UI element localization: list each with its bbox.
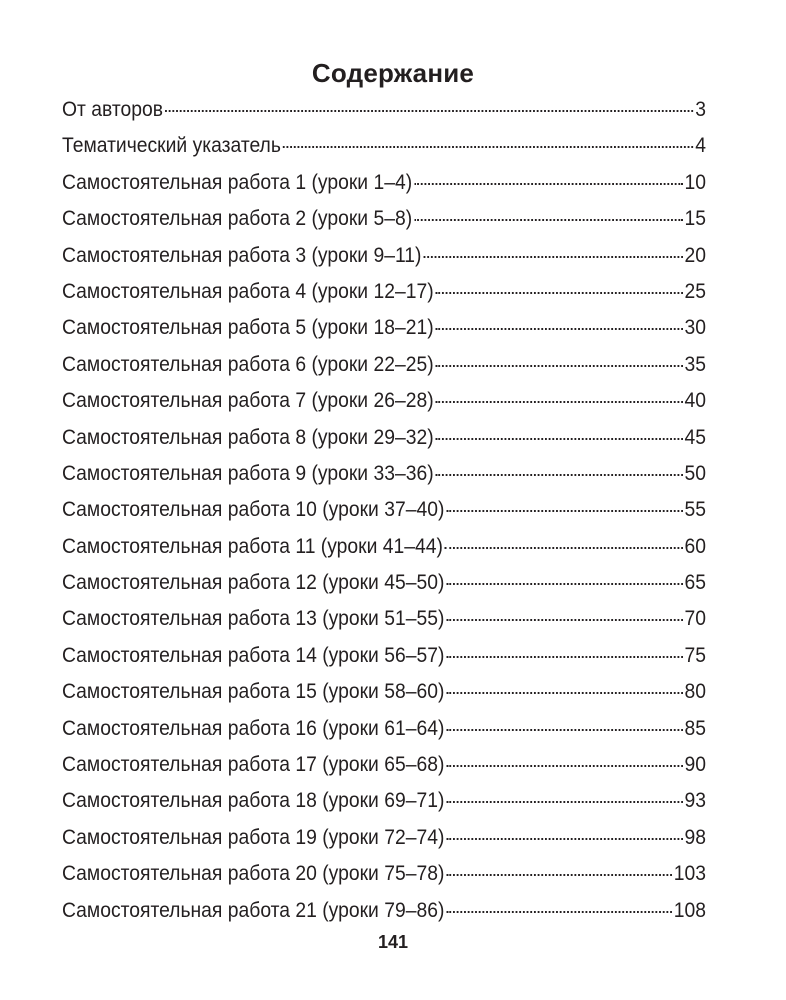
toc-entry-label: Самостоятельная работа 9 (уроки 33–36) [62,461,434,485]
dot-leader [435,401,682,403]
toc-entry-label: Самостоятельная работа 21 (уроки 79–86) [62,898,445,922]
toc-entry [62,565,706,601]
toc-entry [62,492,706,528]
toc-entry-page: 98 [684,825,706,849]
toc-entry-page: 50 [684,461,706,485]
toc-entry-label: Самостоятельная работа 3 (уроки 9–11) [62,243,422,267]
dot-leader [446,583,682,585]
dot-leader [446,692,682,694]
toc-entry-page: 60 [684,534,706,558]
dot-leader [446,838,682,840]
dot-leader [435,292,682,294]
toc-entry [62,529,706,565]
toc-entry-page: 4 [695,134,706,158]
dot-leader [283,146,694,148]
toc-entry-label: Самостоятельная работа 10 (уроки 37–40) [62,498,445,522]
toc-entry [62,347,706,383]
toc-entry-label: Самостоятельная работа 5 (уроки 18–21) [62,316,434,340]
dot-leader [435,328,682,330]
dot-leader [446,801,682,803]
toc-entry-label: От авторов [62,98,163,121]
toc-entry [62,856,706,892]
toc-entry-page: 103 [673,862,706,886]
toc-entry [62,128,706,164]
toc-entry-label: Самостоятельная работа 11 (уроки 41–44) [62,534,443,558]
toc-entry [62,893,706,929]
dot-leader [423,256,682,258]
dot-leader [435,474,682,476]
toc-entry-page: 40 [684,389,706,413]
toc-entry-label: Самостоятельная работа 1 (уроки 1–4) [62,170,413,194]
toc-entry [62,674,706,710]
toc-entry-label: Самостоятельная работа 4 (уроки 12–17) [62,279,434,303]
toc-entry-page: 25 [684,279,706,303]
dot-leader [414,219,683,221]
toc-entry [62,601,706,637]
toc-entry-page: 70 [684,607,706,631]
dot-leader [445,547,683,549]
dot-leader [414,183,683,185]
toc-entry-page: 85 [684,716,706,740]
toc-entry [62,420,706,456]
toc-entry [62,783,706,819]
toc-entry-page: 30 [684,316,706,340]
toc-entry-label: Самостоятельная работа 20 (уроки 75–78) [62,862,445,886]
toc-entry-page: 80 [684,680,706,704]
toc-entry [62,747,706,783]
toc-entry [62,92,706,128]
toc-entry-label: Самостоятельная работа 18 (уроки 69–71) [62,789,445,813]
toc-entry-label: Самостоятельная работа 2 (уроки 5–8) [62,207,413,231]
toc-entry-label: Самостоятельная работа 13 (уроки 51–55) [62,607,445,631]
toc-entry-page: 55 [684,498,706,522]
toc-entry [62,820,706,856]
dot-leader [446,656,682,658]
toc-entry [62,238,706,274]
toc-entry-label: Самостоятельная работа 7 (уроки 26–28) [62,389,434,413]
toc-entry-page: 65 [684,571,706,595]
dot-leader [165,110,694,112]
toc-entry-label: Самостоятельная работа 15 (уроки 58–60) [62,680,445,704]
dot-leader [435,438,682,440]
toc-entry [62,456,706,492]
toc-entry-page: 90 [684,753,706,777]
toc-entry-label: Самостоятельная работа 19 (уроки 72–74) [62,825,445,849]
toc-entry-page: 35 [684,352,706,376]
toc-entry-label: Тематический указатель [62,134,281,158]
toc-entry-label: Самостоятельная работа 6 (уроки 22–25) [62,352,434,376]
toc-entry-page: 75 [684,643,706,667]
toc-entry-page: 108 [673,898,706,922]
dot-leader [446,911,672,913]
toc-entry-label: Самостоятельная работа 16 (уроки 61–64) [62,716,445,740]
toc-entry-page: 10 [684,170,706,194]
toc-entry-label: Самостоятельная работа 8 (уроки 29–32) [62,425,434,449]
toc-entry [62,201,706,237]
dot-leader [446,619,682,621]
toc-entry-page: 15 [684,207,706,231]
toc-entry-label: Самостоятельная работа 14 (уроки 56–57) [62,643,445,667]
toc-entry-page: 3 [695,98,706,121]
page-title: Содержание [311,58,475,88]
page-number: 141 [377,932,409,952]
toc-entry-label: Самостоятельная работа 12 (уроки 45–50) [62,571,445,595]
table-of-contents [62,92,706,929]
toc-entry-page: 45 [684,425,706,449]
toc-entry-page: 93 [684,789,706,813]
toc-entry [62,274,706,310]
toc-entry [62,383,706,419]
toc-entry-page: 20 [684,243,706,267]
dot-leader [435,365,682,367]
toc-entry-label: Самостоятельная работа 17 (уроки 65–68) [62,753,445,777]
toc-entry [62,165,706,201]
dot-leader [446,729,682,731]
toc-entry [62,711,706,747]
toc-entry [62,638,706,674]
dot-leader [446,874,672,876]
toc-entry [62,310,706,346]
dot-leader [446,510,682,512]
dot-leader [446,765,682,767]
